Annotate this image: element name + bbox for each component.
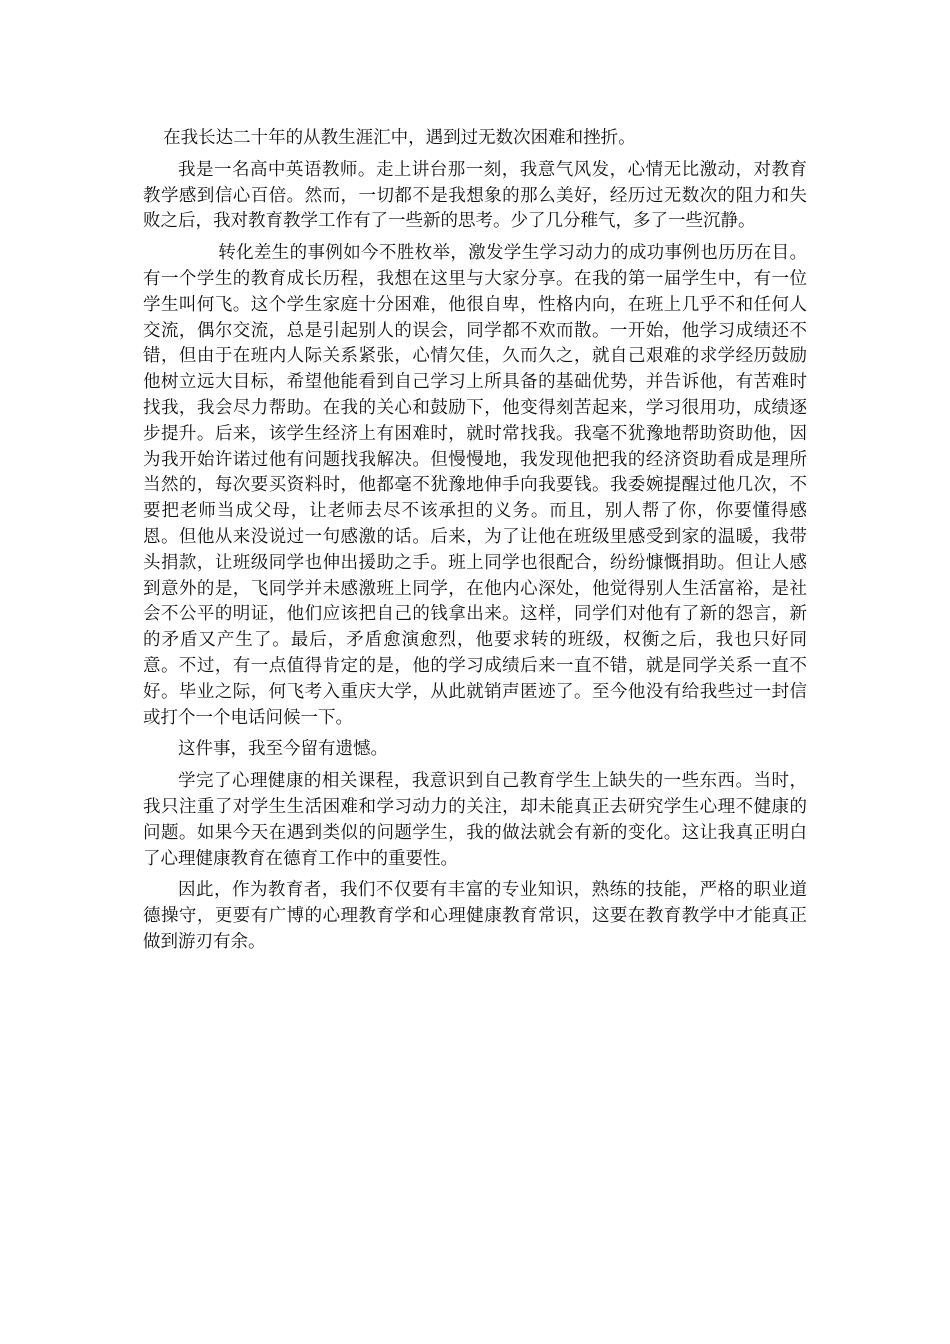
paragraph-background: 我是一名高中英语教师。走上讲台那一刻，我意气风发，心情无比激动，对教育教学感到信心百倍。然而，一切都不是我想象的那么美好，经历过无数次的阻力和失败之后，我对教育教学工作有了一些新的思考。少了几分稚气，多了一些沉静。	[143, 159, 807, 232]
paragraph-reflection: 学完了心理健康的相关课程，我意识到自己教育学生上缺失的一些东西。当时，我只注重了对学生生活困难和学习动力的关注，却未能真正去研究学生心理不健康的问题。如果今天在遇到类似的问题学生，我的做法就会有新的变化。这让我真正明白了心理健康教育在德育工作中的重要性。	[143, 771, 807, 869]
paragraph-conclusion: 因此，作为教育者，我们不仅要有丰富的专业知识，熟练的技能，严格的职业道德操守，更要有广博的心理教育学和心理健康教育常识，这要在教育教学中才能真正做到游刃有余。	[143, 880, 807, 952]
paragraph-intro: 在我长达二十年的从教生涯汇中，遇到过无数次困难和挫折。	[163, 128, 636, 148]
paragraph-regret: 这件事，我至今留有遗憾。	[178, 739, 388, 760]
document-page	[143, 126, 807, 962]
paragraph-student-story: 转化差生的事例如今不胜枚举，激发学生学习动力的成功事例也历历在目。有一个学生的教育成长历程，我想在这里与大家分享。在我的第一届学生中，有一位学生叫何飞。这个学生家庭十分困难，他很自卑，性格内向，在班上几乎不和任何人交流，偶尔交流，总是引起别人的误会，同学都不欢而散。一开始，他学习成绩还不错，但由于在班内人际关系紧张，心情欠佳，久而久之，就自己艰难的求学经历鼓励他树立远大目标，希望他能看到自己学习上所具备的基础优势，并告诉他，有苦难时找我，我会尽力帮助。在我的关心和鼓励下，他变得刻苦起来，学习很用功，成绩逐步提升。后来，该学生经济上有困难时，就时常找我。我毫不犹豫地帮助资助他，因为我开始许诺过他有问题找我解决。但慢慢地，我发现他把我的经济资助看成是理所当然的，每次要买资料时，他都毫不犹豫地伸手向我要钱。我委婉提醒过他几次，不要把老师当成父母，让老师去尽不该承担的义务。而且，别人帮了你，你要懂得感恩。但他从来没说过一句感激的话。后来，为了让他在班级里感受到家的温暖，我带头捐款，让班级同学也伸出援助之手。班上同学也很配合，纷纷慷慨捐助。但让人感到意外的是，飞同学并未感激班上同学，在他内心深处，他觉得别人生活富裕，是社会不公平的明证，他们应该把自己的钱拿出来。这样，同学们对他有了新的怨言，新的矛盾又产生了。最后，矛盾愈演愈烈，他要求转的班级，权衡之后，我也只好同意。不过，有一点值得肯定的是，他的学习成绩后来一直不错，就是同学关系一直不好。毕业之际，何飞考入重庆大学，从此就销声匿迹了。至今他没有给我些过一封信或打个一个电话问候一下。	[143, 243, 807, 728]
